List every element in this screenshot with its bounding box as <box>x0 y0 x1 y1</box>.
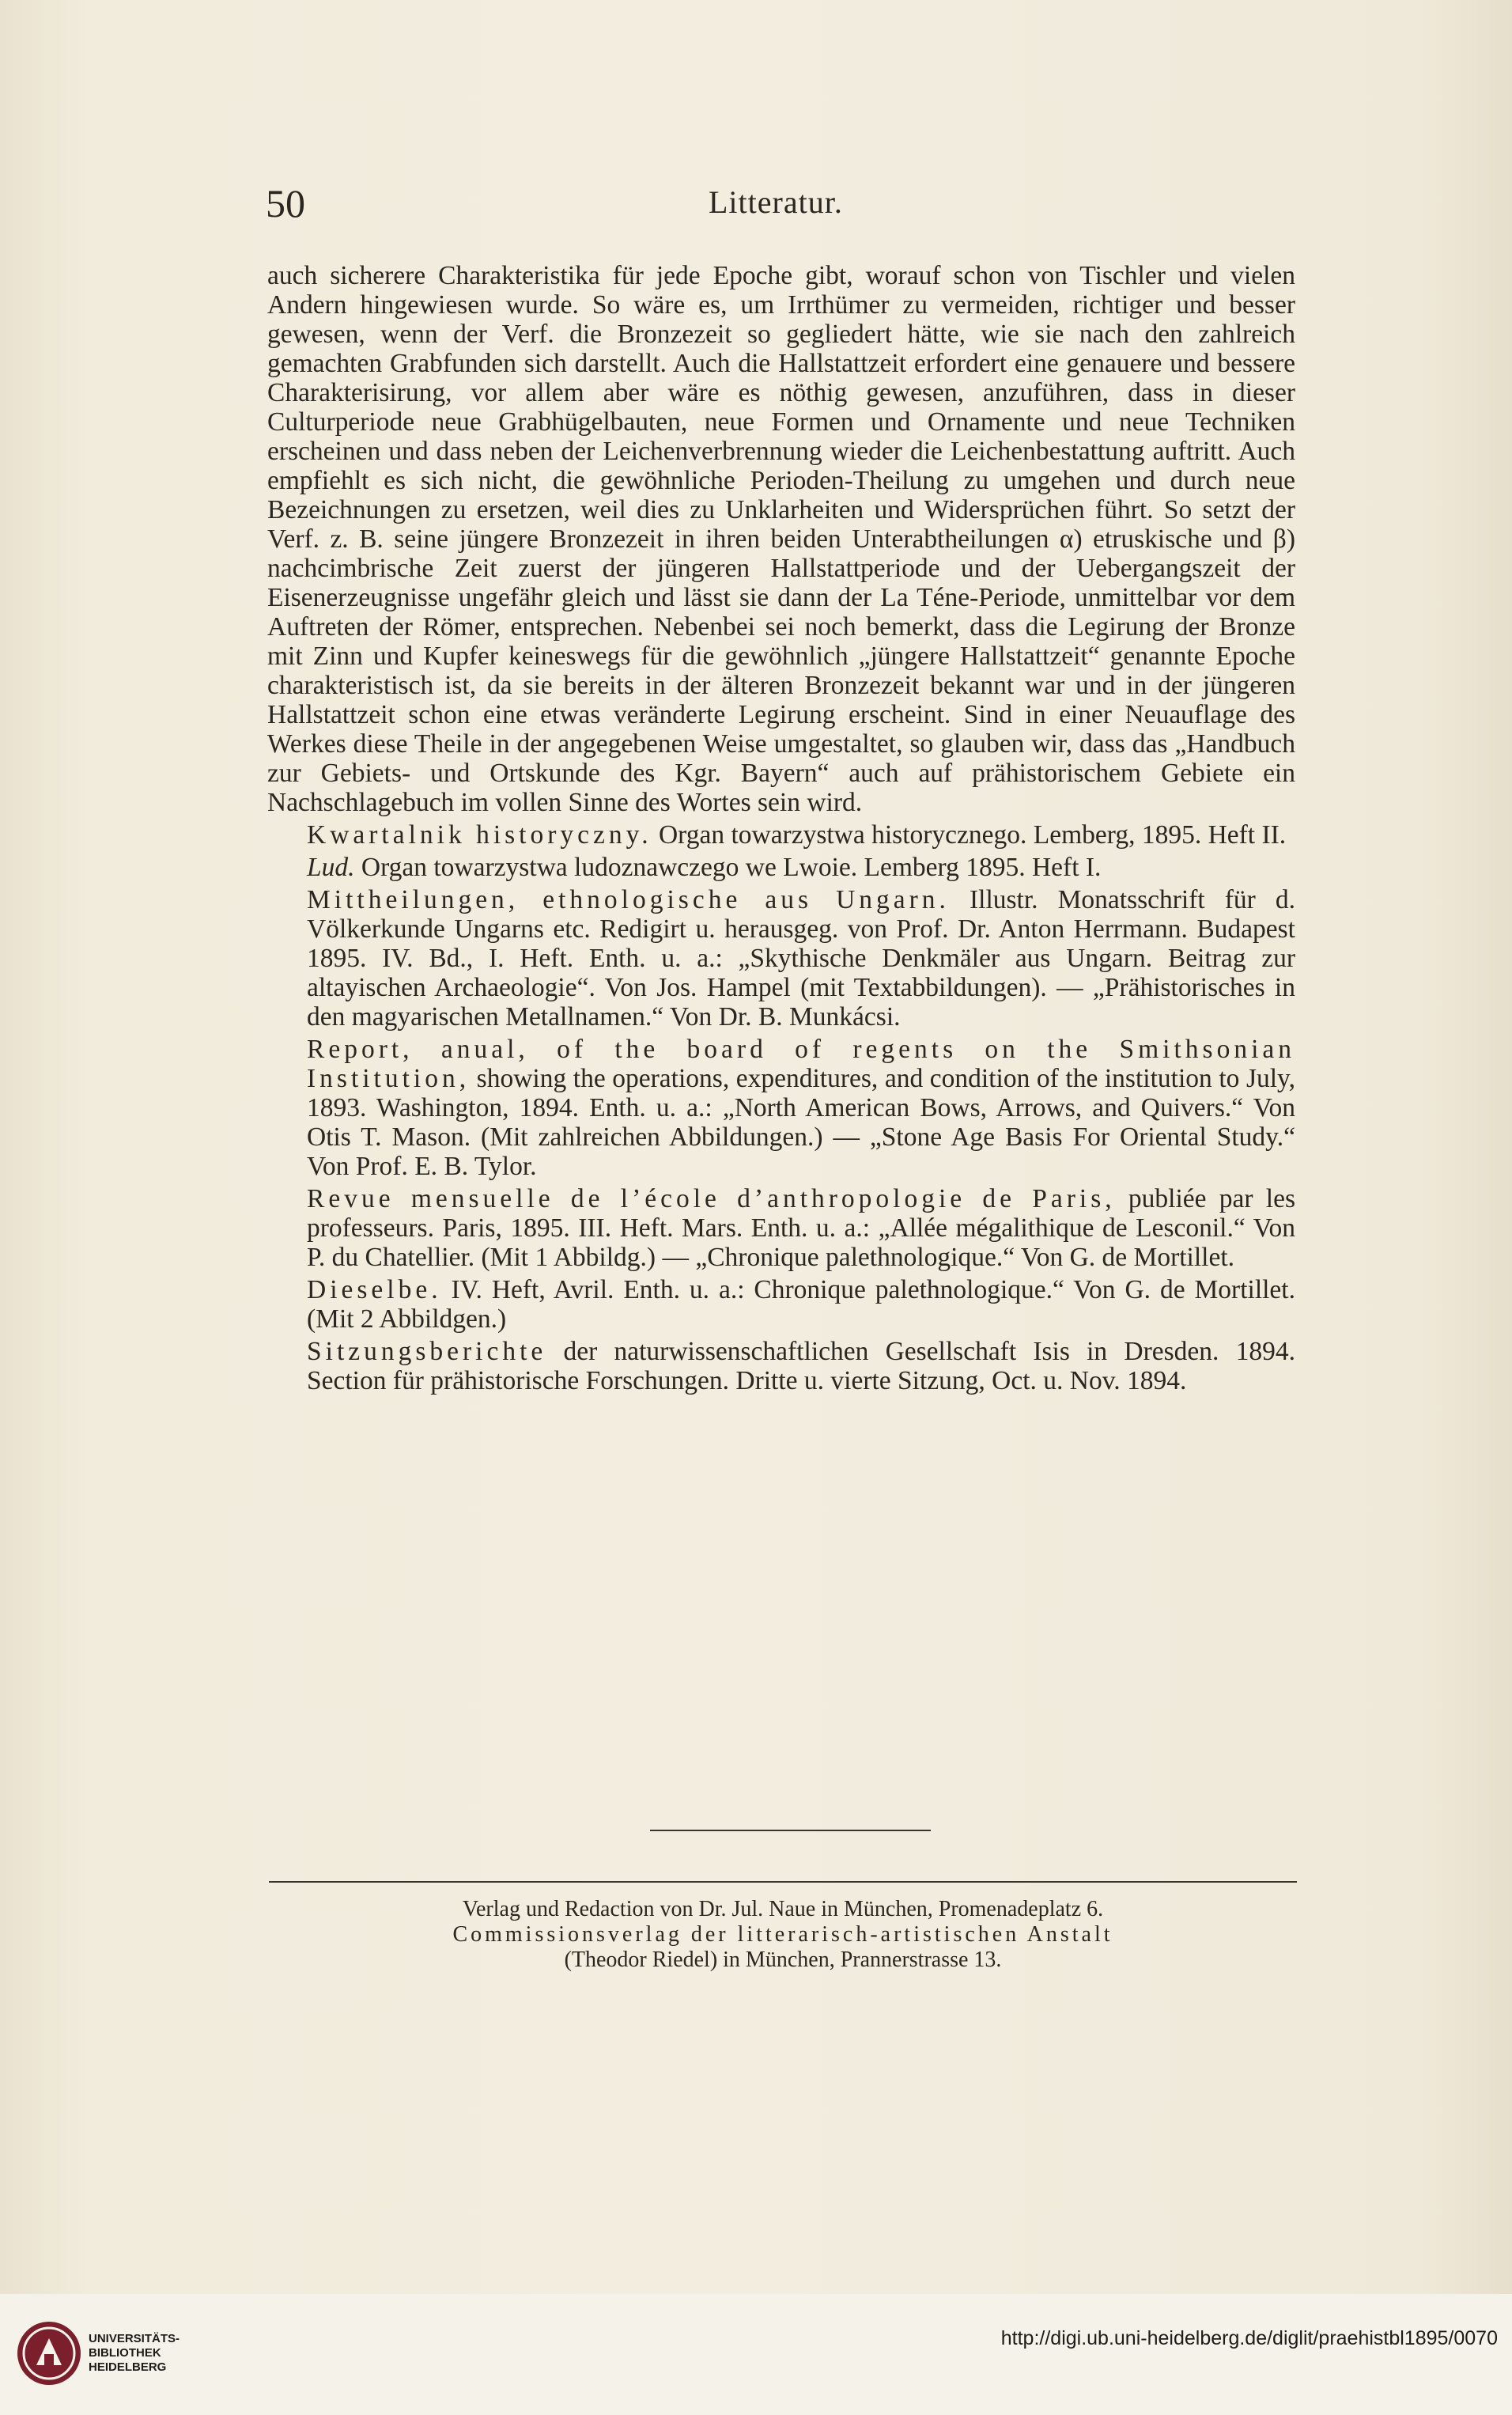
entry-text: der naturwissenschaftlichen Gesellschaft Isis in Dresden. 1894. Section für prähistorische Forschungen. Dritte u. vierte Sitzung, Oct. u. Nov. 1894. <box>307 1337 1295 1395</box>
library-name-line: UNIVERSITÄTS- <box>89 2332 180 2345</box>
review-paragraph: auch sicherere Charakteristika für jede Epoche gibt, worauf schon von Tischler und vielen Andern hingewiesen wurde. So wäre es, um Irrthümer zu vermeiden, richtiger und besser gewesen, wenn der Verf. die Bronzezeit so gegliedert hätte, wie sie nach den zahlreich gemachten Grabfunden sich darstellt. Auch die Hallstattzeit erfordert eine genauere und bessere Charakterisirung, vor allem aber wäre es nöthig gewesen, anzuführen, dass in dieser Culturperiode neue Grabhügelbauten, neue Formen und Ornamente und neue Techniken erscheinen und dass neben der Leichenverbrennung wieder die Leichenbestattung auftritt. Auch empfiehlt es sich nicht, die gewöhnliche Perioden-Theilung zu umgehen und durch neue Bezeichnungen zu ersetzen, weil dies zu Unklarheiten und Widersprüchen führt. So setzt der Verf. z. B. seine jüngere Bronzezeit in ihren beiden Unterabtheilungen α) etruskische und β) nachcimbrische Zeit zuerst der jüngeren Hallstattperiode und der Uebergangszeit der Eisenerzeugnisse ungefähr gleich und lässt sie dann der La Téne-Periode, unmittelbar vor dem Auftreten der Römer, entsprechen. Nebenbei sei noch bemerkt, dass die Legirung der Bronze mit Zinn und Kupfer keineswegs für die gewöhnlich „jüngere Hallstattzeit“ genannte Epoche charakteristisch ist, da sie bereits in der älteren Bronzezeit bekannt war und in der jüngeren Hallstattzeit schon eine etwas veränderte Legirung erscheint. Sind in einer Neuauflage des Werkes diese Theile in der angegebenen Weise umgestaltet, so glauben wir, dass das „Handbuch zur Gebiets- und Ortskunde des Kgr. Bayern“ auch auf prähistorischem Gebiete ein Nachschlagebuch im vollen Sinne des Wortes sein wird. <box>267 261 1295 817</box>
bibliography-entry <box>267 885 1295 1031</box>
viewer-footer <box>0 2294 1512 2415</box>
entry-heading: Lud. <box>307 853 355 882</box>
publisher-imprint <box>269 1897 1297 1973</box>
section-end-rule <box>650 1830 931 1831</box>
entry-heading: Kwartalnik historyczny. <box>307 820 652 850</box>
library-name <box>89 2332 180 2375</box>
entry-text: Organ towarzystwa historycznego. Lemberg, 1895. Heft II. <box>652 820 1287 850</box>
entry-heading: Revue mensuelle de l’école d’anthropologie de Paris, <box>307 1184 1116 1213</box>
entry-text: publiée par les professeurs. Paris, 1895. III. Heft. Mars. Enth. u. a.: „Allée mégalithique de Lesconil.“ Von P. du Chatellier. (Mit 1 Abbildg.) — „Chronique palethnologique.“ Von G. de Mortillet. <box>307 1184 1295 1272</box>
entry-heading: Dieselbe. <box>307 1275 442 1304</box>
imprint-line: (Theodor Riedel) in München, Prannerstrasse 13. <box>564 1948 1002 1972</box>
running-title: Litteratur. <box>709 184 843 220</box>
bibliography-entry <box>267 1184 1295 1272</box>
imprint-line: Commissionsverlag der litterarisch-artistischen Anstalt <box>452 1922 1113 1947</box>
library-name-line: HEIDELBERG <box>89 2360 167 2374</box>
entry-text: showing the operations, expenditures, and condition of the institution to July, 1893. Washington, 1894. Enth. u. a.: „North American Bows, Arrows, and Quivers.“ Von Otis T. Mason. (Mit zahlreichen Abbildungen.) — „Stone Age Basis For Oriental Study.“ Von Prof. E. B. Tylor. <box>307 1064 1295 1181</box>
bibliography-entry <box>267 1275 1295 1334</box>
bibliography-entry <box>267 820 1295 850</box>
body-text <box>267 261 1295 1399</box>
imprint-line: Verlag und Redaction von Dr. Jul. Naue in München, Promenadeplatz 6. <box>462 1897 1104 1921</box>
entry-heading: Report, anual, of the board of regents on the Smithsonian Institution, <box>307 1035 1295 1093</box>
page-number: 50 <box>266 181 305 225</box>
university-seal-icon <box>9 2310 96 2397</box>
source-url-link[interactable]: http://digi.ub.uni-heidelberg.de/diglit/praehistbl1895/0070 <box>1000 2327 1498 2349</box>
bibliography-entry <box>267 1035 1295 1181</box>
library-name-line: BIBLIOTHEK <box>89 2346 161 2360</box>
bibliography-entry <box>267 853 1295 882</box>
imprint-rule <box>269 1881 1297 1883</box>
entry-text: Organ towarzystwa ludoznawczego we Lwoie. Lemberg 1895. Heft I. <box>354 853 1102 882</box>
running-head <box>266 180 1294 228</box>
entry-heading: Sitzungsberichte <box>307 1337 547 1366</box>
entry-text: IV. Heft, Avril. Enth. u. a.: Chronique palethnologique.“ Von G. de Mortillet. (Mit 2 Abbildgen.) <box>307 1275 1295 1334</box>
entry-heading: Mittheilungen, ethnologische aus Ungarn. <box>307 885 950 914</box>
entry-text: Illustr. Monatsschrift für d. Völkerkunde Ungarns etc. Redigirt u. herausgeg. von Prof. Dr. Anton Herrmann. Budapest 1895. IV. Bd., I. Heft. Enth. u. a.: „Skythische Denkmäler aus Ungarn. Beitrag zur altayischen Archaeologie“. Von Jos. Hampel (mit Textabbildungen). — „Prähistorisches in den magyarischen Metallnamen.“ Von Dr. B. Munkácsi. <box>307 885 1295 1031</box>
bibliography-entry <box>267 1337 1295 1395</box>
